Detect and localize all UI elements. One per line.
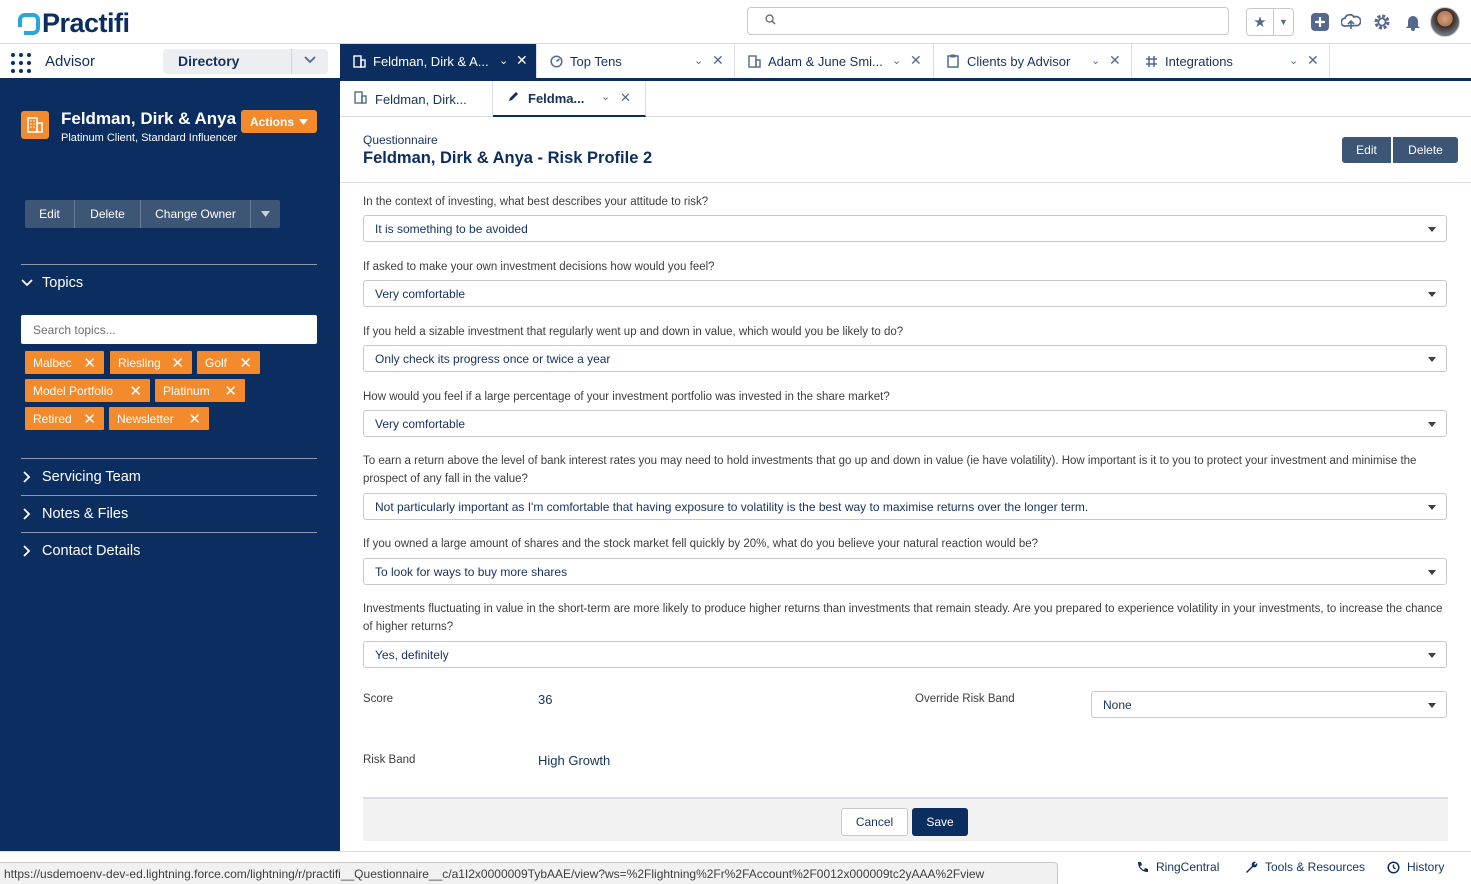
- edit-button[interactable]: Edit: [1342, 137, 1391, 163]
- search-icon: [765, 14, 776, 25]
- remove-icon[interactable]: ✕: [239, 355, 252, 372]
- actions-button[interactable]: [241, 110, 317, 133]
- caret-down-icon: [261, 211, 270, 217]
- tools-resources-utility[interactable]: [1245, 860, 1365, 874]
- remove-icon[interactable]: ✕: [188, 411, 201, 428]
- section-title: Contact Details: [42, 543, 141, 559]
- servicing-team-section-toggle[interactable]: [21, 469, 141, 485]
- question-label: If you held a sizable investment that regularly went up and down in value, which would you be likely to do?: [363, 326, 904, 338]
- building-icon: [352, 54, 366, 68]
- status-url: https://usdemoenv-dev-ed.lightning.force.com/lightning/r/practifi__Questionnaire__c/a1I2x0000009TybAAE/view?ws=%2Flightning%2Fr%2FAccount%2F0012x000009tc2yAAA%2Fview: [0, 862, 1058, 884]
- score-label: Score: [363, 693, 394, 705]
- tab-label: Feldman, Dirk & A...: [373, 53, 489, 69]
- topic-pill[interactable]: [197, 351, 260, 374]
- tab-integrations[interactable]: [1132, 44, 1330, 78]
- clock-icon: [1387, 861, 1400, 874]
- star-icon: ★: [1247, 9, 1274, 35]
- tab-adam-june[interactable]: [735, 44, 934, 78]
- cloud-icon: [1341, 13, 1361, 31]
- remove-icon[interactable]: ✕: [224, 383, 237, 400]
- risk-band-value: High Growth: [538, 753, 611, 768]
- chevron-down-icon[interactable]: ⌄: [892, 55, 902, 67]
- form-footer: [363, 797, 1448, 841]
- subtab-account[interactable]: [340, 81, 493, 117]
- record-sidebar: [0, 81, 340, 851]
- override-risk-band-label: Override Risk Band: [915, 693, 1015, 705]
- section-title: Servicing Team: [42, 469, 141, 485]
- utility-label: Tools & Resources: [1265, 860, 1366, 874]
- topic-pill[interactable]: [155, 379, 245, 402]
- caret-down-icon: [1428, 570, 1436, 575]
- clipboard-icon: [946, 54, 960, 68]
- caret-down-icon: [1428, 227, 1436, 232]
- utility-label: RingCentral: [1156, 860, 1220, 874]
- topic-pill-label: Model Portfolio: [33, 383, 114, 398]
- account-building-icon: [21, 111, 49, 139]
- question-label: Investments fluctuating in value in the short-term are more likely to produce higher returns than investments that remain steady. Are you prepared to experience volatility in your investments, to increase the chance of higher returns?: [363, 603, 1443, 633]
- topic-pill[interactable]: [25, 407, 104, 430]
- delete-button[interactable]: Delete: [75, 200, 141, 228]
- answer-select[interactable]: [363, 641, 1447, 668]
- chevron-down-icon[interactable]: ⌄: [1091, 55, 1101, 67]
- change-owner-button[interactable]: Change Owner: [141, 200, 251, 228]
- delete-button[interactable]: Delete: [1393, 137, 1458, 163]
- topic-pill-label: Riesling: [118, 355, 161, 370]
- account-name: Feldman, Dirk & Anya: [61, 109, 237, 128]
- favorites-button[interactable]: [1246, 8, 1294, 36]
- answer-value: Yes, definitely: [375, 648, 449, 662]
- remove-icon[interactable]: ✕: [171, 355, 184, 372]
- subtab-label: Feldman, Dirk...: [375, 91, 467, 107]
- record-button-group: [25, 200, 280, 228]
- history-utility[interactable]: [1387, 860, 1444, 874]
- caret-down-icon: [1428, 357, 1436, 362]
- answer-select[interactable]: [363, 493, 1447, 520]
- answer-value: Very comfortable: [375, 287, 466, 301]
- close-icon[interactable]: ✕: [910, 52, 922, 68]
- more-actions-button[interactable]: [251, 200, 280, 228]
- caret-down-icon: [1428, 292, 1436, 297]
- tab-label: Adam & June Smi...: [768, 53, 883, 69]
- global-search-input[interactable]: [747, 7, 1229, 35]
- section-title: Notes & Files: [42, 506, 129, 522]
- caret-down-icon: [1428, 703, 1436, 708]
- topics-search-input[interactable]: Search topics...: [21, 315, 317, 344]
- topic-pill-label: Malbec: [33, 355, 72, 370]
- close-icon[interactable]: ✕: [1109, 52, 1121, 68]
- hash-icon: [1144, 54, 1158, 68]
- cancel-button[interactable]: Cancel: [841, 808, 908, 836]
- gear-icon: [1373, 13, 1391, 31]
- ringcentral-utility[interactable]: [1136, 860, 1219, 874]
- tab-label: Integrations: [1165, 53, 1233, 69]
- topic-pill-label: Golf: [205, 355, 228, 370]
- record-type-label: Questionnaire: [363, 133, 438, 147]
- caret-down-icon: [1428, 653, 1436, 658]
- chevron-down-icon[interactable]: ⌄: [601, 91, 611, 103]
- notifications-button[interactable]: [1397, 8, 1428, 36]
- logo-mark-icon: [18, 13, 40, 35]
- phone-icon: [1136, 861, 1149, 874]
- app-name: Advisor: [45, 53, 96, 70]
- remove-icon[interactable]: ✕: [83, 411, 96, 428]
- actions-label: Actions: [249, 114, 294, 129]
- question-label: How would you feel if a large percentage of your investment portfolio was invested in the share market?: [363, 391, 890, 403]
- chevron-down-icon[interactable]: ⌄: [1289, 55, 1299, 67]
- plus-icon: [1310, 12, 1330, 32]
- remove-icon[interactable]: ✕: [83, 355, 96, 372]
- answer-value: Not particularly important as I'm comfortable that having exposure to volatility is the best way to maximise returns over the longer term.: [375, 500, 1089, 514]
- caret-down-icon: [299, 119, 308, 125]
- score-value: 36: [538, 692, 553, 707]
- building-icon: [747, 54, 761, 68]
- contact-details-section-toggle[interactable]: [21, 543, 140, 559]
- answer-value: It is something to be avoided: [375, 222, 528, 236]
- topics-section-toggle[interactable]: [21, 275, 83, 291]
- tab-feldman[interactable]: [340, 44, 537, 78]
- bell-icon: [1405, 13, 1421, 31]
- setup-button[interactable]: [1366, 8, 1397, 36]
- risk-band-label: Risk Band: [363, 754, 416, 766]
- tab-label: Clients by Advisor: [967, 53, 1071, 69]
- topic-pill[interactable]: [109, 407, 209, 430]
- topic-pill[interactable]: [110, 351, 192, 374]
- override-risk-band-value: None: [1103, 698, 1132, 712]
- override-risk-band-select[interactable]: [1091, 691, 1447, 718]
- navigation-bar: [0, 44, 1471, 81]
- chevron-down-icon: [304, 56, 316, 64]
- gauge-icon: [549, 54, 563, 68]
- answer-select[interactable]: [363, 280, 1447, 307]
- chevron-down-icon: [21, 279, 33, 287]
- record-title: Feldman, Dirk & Anya - Risk Profile 2: [363, 149, 653, 167]
- navigation-menu-dropdown[interactable]: [163, 49, 328, 74]
- chevron-right-icon: [21, 508, 33, 520]
- practifi-logo[interactable]: [18, 8, 130, 39]
- caret-down-icon: [1428, 422, 1436, 427]
- close-icon[interactable]: ✕: [1307, 52, 1319, 68]
- subtab-label: Feldma...: [528, 90, 585, 106]
- chevron-down-icon: ▼: [1278, 17, 1288, 27]
- tab-clients-by-advisor[interactable]: [934, 44, 1132, 78]
- global-header: [0, 0, 1471, 44]
- answer-select[interactable]: [363, 410, 1447, 437]
- record-detail: [340, 117, 1471, 851]
- close-icon[interactable]: ✕: [712, 52, 724, 68]
- logo-text: Practifi: [42, 8, 130, 38]
- close-icon[interactable]: ✕: [516, 52, 528, 68]
- topic-pill[interactable]: [25, 379, 150, 402]
- navigation-menu-label: Directory: [178, 53, 240, 69]
- chevron-right-icon: [21, 471, 33, 483]
- caret-down-icon: [1428, 505, 1436, 510]
- edit-button[interactable]: Edit: [25, 200, 75, 228]
- subtab-questionnaire[interactable]: [493, 81, 646, 117]
- save-button[interactable]: Save: [912, 808, 968, 836]
- pencil-icon: [507, 90, 520, 106]
- account-subtitle: Platinum Client, Standard Influencer: [61, 132, 238, 144]
- chevron-down-icon[interactable]: ⌄: [499, 55, 509, 67]
- answer-value: Very comfortable: [375, 417, 466, 431]
- wrench-icon: [1245, 861, 1258, 874]
- tab-top-tens[interactable]: [537, 44, 735, 78]
- global-actions-button[interactable]: [1304, 8, 1335, 36]
- trailhead-button[interactable]: [1335, 8, 1366, 36]
- tab-label: Top Tens: [570, 53, 622, 69]
- topic-pill-label: Retired: [33, 411, 72, 426]
- building-icon: [354, 91, 367, 107]
- answer-value: Only check its progress once or twice a year: [375, 352, 611, 366]
- topic-pill[interactable]: [25, 351, 104, 374]
- app-launcher-icon[interactable]: [11, 53, 31, 73]
- answer-select[interactable]: [363, 345, 1447, 372]
- utility-label: History: [1407, 860, 1445, 874]
- question-label: If asked to make your own investment decisions how would you feel?: [363, 261, 715, 273]
- user-avatar[interactable]: [1430, 7, 1460, 37]
- answer-value: To look for ways to buy more shares: [375, 565, 568, 579]
- chevron-down-icon[interactable]: ⌄: [694, 55, 704, 67]
- notes-files-section-toggle[interactable]: [21, 506, 128, 522]
- chevron-right-icon: [21, 545, 33, 557]
- topic-pill-label: Newsletter: [117, 411, 174, 426]
- close-icon[interactable]: ✕: [620, 90, 631, 105]
- remove-icon[interactable]: ✕: [129, 383, 142, 400]
- question-label: To earn a return above the level of bank interest rates you may need to hold investments that go up and down in value (ie have volatility). How important is it to you to protect your investment and minimise the prospect of any fall in the value?: [363, 455, 1417, 485]
- topics-title: Topics: [42, 275, 84, 291]
- subtab-bar: [340, 81, 1471, 117]
- answer-select[interactable]: [363, 215, 1447, 242]
- question-label: In the context of investing, what best describes your attitude to risk?: [363, 196, 709, 208]
- question-label: If you owned a large amount of shares and the stock market fell quickly by 20%, what do you believe your natural reaction would be?: [363, 538, 1039, 550]
- topic-pill-label: Platinum: [163, 383, 210, 398]
- answer-select[interactable]: [363, 558, 1447, 585]
